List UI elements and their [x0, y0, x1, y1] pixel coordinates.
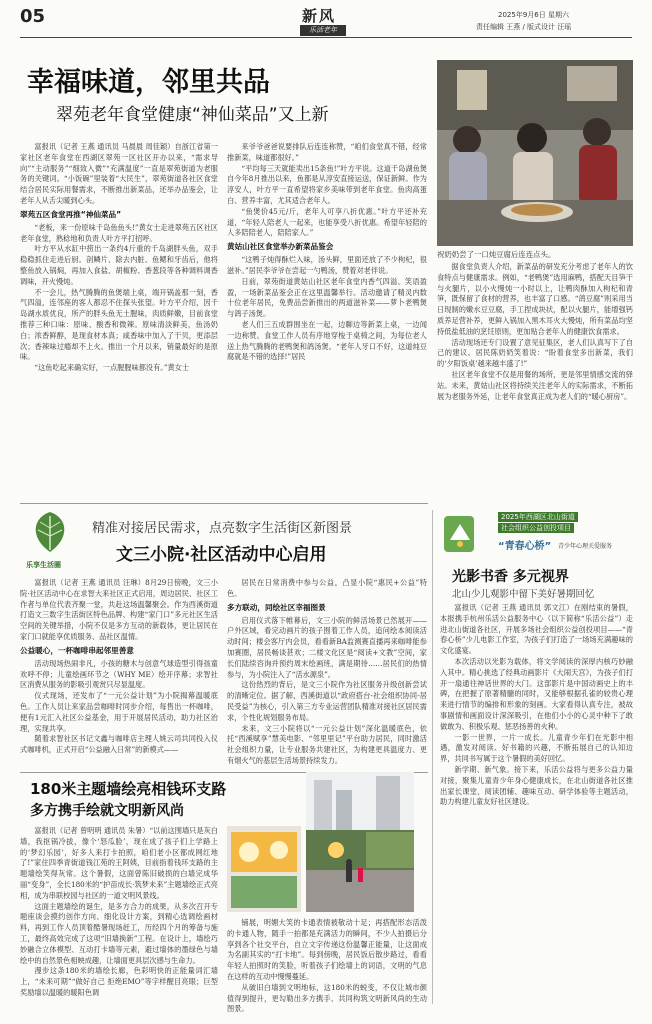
article4-col1-p1: 富报讯（记者 曾明明 通讯员 朱暑）“以前这围墙只是灰白墙，我抠锅冷拔，像个‘怒瓜脸’，现在成了孩子们上学路上的‘梦幻乐园’，好多人来打卡拍照，咱们老小区都成网红地了!”家住四季青街道钱江苑的王阿姨，目前指着钱环支路的主题墙绘笑得灰常。这个暑假，这面曾陈旧破损的白墙完成华丽“变身”，全长180米的“护苗成长·筑梦未来”主题墙绘正式亮相，成为串联校园与社区的一道文明风景线。 [20, 826, 218, 900]
article1-col2-p1: 来爷爷爸爸说要排队后连连称赞，“咱们食堂真不错，经常推新菜，味道都很好。” [227, 142, 427, 162]
article2-col2-p1: 居民在日常消费中参与公益，凸显小院“惠民+公益”特色。 [227, 578, 427, 598]
article2-col1-p1: 富报讯（记者 王燕 通讯员 汪琳）8月29日傍晚，文三小院·社区活动中心在求智大来社区正式启用，周边居民、社区工作者与单位代表齐聚一堂，共赴这场温馨聚会。作为西溪街道打造文三数字生活街区特色品牌、构建“家门口”多元社区生活空间的关键举措，小院不仅是多方互动的新载体，更让居民在家门口就能享优质服务、品社区温情。 [20, 578, 218, 641]
article1-lead: 富报讯（记者 王燕 通讯员 马晨晨 周佳颖）自浙江省第一家社区老年食堂在西湖区翠苑一区社区开办以来，“需求导向”“主动服务”“细致入微”“充满温度”一直是翠苑街道为老服务的关键词。“小饭碗”里装着“大民生”，翠苑街道各社区食堂结合居民实际用餐需求，不断推出新菜品，还举办品鉴会，让老年人从舌尖暖到心头。 [20, 142, 218, 205]
section-subtitle: 乐活老年 [300, 25, 346, 36]
header-date: 2025年9月6日 星期六 [498, 11, 569, 19]
article1-col2-p2: “平均每三天就能卖出15条鱼!”叶方平说。这道千岛湖鱼煲自今年8月推出以来，鱼都是从淳安直接运送，保证新鲜。作为淳安人，叶方平一直希望将家乡美味带到老年食堂。鱼肉高蛋白、营养丰富，尤其适合老年人。 [227, 163, 427, 205]
article1-col2-p4: “这鸭子炖得酥烂入味，汤头鲜，里面还放了不少枸杞，很滋补。”居民李爷爷在尝起一勺鸭汤，赞着对老伴说。 [227, 255, 427, 275]
article4-col1-p2: 这面主题墙绘的诞生，是多方合力的成果。从多次召开专题座谈会摸约创作方向、细化设计方案，到精心选调绘画材料，再到工作人员顶着酷暑现场赶工，历经四个月的筹备与施工，最终高效完成了这项“旧墙换新”工程。在设计上，墙绘巧妙融合立体模型、互动打卡墙等元素，避过墙体的墨绿色与墙绘中的自然景色相映成趣，让墙面更具层次感与生命力。 [20, 901, 218, 965]
article2-col2-p3: 这份热烈的背后，是文三小院作为社区服务升级创新尝试的清晰定位。据了解，西溪街道以“政府搭台-社会组织协同-居民受益”为核心，引入第三方专业运营团队精准对接社区居民需求，个性化规划服务布局。 [227, 680, 427, 722]
article4-subhead: 多方携手绘就文明新风尚 [30, 803, 184, 819]
article1-col1 [20, 142, 218, 498]
section-divider [20, 503, 428, 504]
badge-line2: 社会组织公益创投项目 [498, 523, 574, 533]
article2-col1-subheading: 公益暖心，一杯咖啡串起邻里善意 [20, 645, 134, 655]
photo-caption: 祝奶奶尝了一口炖豆腐后连连点头。 [437, 250, 556, 259]
article1-col1-p2: “老板，来一份原味千岛鱼鱼头!”黄女士走进翠苑五区社区老年食堂，熟稔地和负责人叶方平打招呼。 [20, 222, 218, 243]
article1-col3 [437, 262, 633, 498]
article4-col1-p3: 漫步这条180米的墙绘长廊，色彩明快的正能量词汇墙上，“未来可期”“做好自己 拒绝EMO”等字样醒目亮眼；巨型奖励墙以温暖的暖阳色调 [20, 966, 218, 997]
article1-col1-subheading: 翠苑五区食堂再推“神仙菜品” [20, 209, 122, 219]
page-number: 05 [20, 6, 46, 27]
vertical-divider [432, 510, 433, 1004]
article1-col2-p5: 日前，翠苑街道黄姑山社区老年食堂内香气四溢、笑语盈盈，一场新菜品鉴会正在这里温馨举行。活动邀请了精灵内数十位老年居民，免费品尝新推出的两道滋补菜——萝卜老鸭煲与鸽子汤煲。 [227, 276, 427, 319]
article2-col1-p2: 活动现场热闹非凡，小孩的糖木与创意气球造型引得孩童欢呼不停；儿童绘画环节之（WHY ME）绘开序幕；求智社区消费从服务的影吸引观赏只尽显温度。 [20, 658, 218, 690]
article3-subhead: 北山少儿观影中留下美好暑期回忆 [452, 589, 595, 600]
article1-col3-p2: 活动现场还专门设置了意见征集区，老人们认真写下了自己的建议。居民陈奶奶笑着说：“盼着食堂多出新菜，我们的‘夕阳饭桌’越来越丰盛了!” [437, 337, 633, 369]
article4-col2-p2: 从破旧白墙到文明地标，这180米的蜕变，不仅让城市颜值得到提升，更勾勒出多方携手、共同构筑文明新风尚的生动图景。 [227, 982, 427, 1014]
leaf-logo [22, 508, 78, 558]
article4-col1 [20, 826, 218, 1016]
canteen-photo [437, 60, 633, 246]
article3-headline: 光影书香 多元视界 [452, 569, 569, 585]
article2-label: 乐享生活圈 [26, 560, 61, 569]
article1-col2-p6: 老人们三五成群围坐在一起，边聊边等新菜上桌，一边闻一边称赞。食堂工作人员有序地穿梭于桌椅之间，为每位老人送上热气腾腾的老鸭煲和鸽汤煲。“老年人牙口不好，这道炖豆腐就是不错的选择!”居民 [227, 319, 427, 362]
header-rule [20, 37, 632, 38]
article3-p3: 一影一世界，一片一成长。儿童青少年们在光影中相遇，激发对阅读、好书籍的兴趣，不断拓展自己的认知边界，共同书写属于这个暑假的美好回忆。 [440, 732, 633, 764]
article2-col2-subheading: 多方联动，同绘社区幸福图景 [227, 602, 326, 612]
article1-col1-p5: “这鱼吃起来确实好，一点腥腥味都没有。”黄女士 [34, 363, 190, 373]
article1-col1-p3: 叶方平从水缸中捞出一条约4斤重的千岛湖胖头鱼，双手稳稳抓住走进后厨。剖鳞片、除去内脏、鱼鳃和牙齿后，他将整鱼放入锅焖，再加入食盐、胡椒粉、香葱段等各种调料调香调味，开火慢炖。 [20, 244, 218, 286]
article3-body [440, 603, 633, 1013]
article1-col1-p4: 不一会儿，热气腾腾的鱼煲端上桌，端开锅盖那一刻，香气四溢，连邻座的客人都忍不住探头张望。叶方平介绍，因千岛湖水质优良，所产的胖头鱼无土腥味，肉质鲜嫩，目前食堂推荐三种口味：原味、酸香和微辣。原味清淡鲜美，鱼汤奶白；浓香鲜醇，是现食材本真；咸香味中加入了干贝，更添层次；香辣味过瘾却不上火。推出一个月以来，销量最好的是原味。 [20, 287, 218, 362]
badge-brand: “青春心桥” [498, 541, 552, 552]
article2-col1-p4: 随着求智社区书记文鑫与咖啡店主理人姚云司共同投入仪式咖啡机，正式开启“公益融入日常”的新模式—— [20, 734, 218, 755]
article2-kicker: 精准对接居民需求，点亮数字生活街区新图景 [92, 521, 353, 536]
article2-col2 [227, 578, 427, 768]
article1-col3-p3: 社区老年食堂不仅是用餐的场所，更是邻里情感交流的驿站。未来，黄姑山社区将持续关注老年人的实际需求，不断拓展为老服务外延，让老年食堂真正成为老人们的“暖心厨房”。 [437, 369, 633, 401]
article1-headline: 幸福味道，邻里共品 [27, 67, 270, 98]
article3-p4: 新学期、新气象。接下来，乐活公益将与更多公益力量对接，聚集儿童青少年身心健康成长，在北山街道各社区推出家长课堂、阅读团辅、趣味互动、研学体验等主题活动，助力构建儿童友好社区建设。 [440, 764, 633, 807]
article4-col2 [227, 918, 427, 1016]
project-badge [440, 510, 633, 558]
article4-col2-p1: 铺展，明媚大笑的卡通表情被敬动十足；再搭配形态活泼的卡通人物，随手一拍都是充满活力的瞬间，不少人拍摄后分享到各个社交平台，自立文字传递这份温馨正能量，让这面成为名副其实的“打卡地”。每到傍晚，居民饭后散步路过，看看年轻人拍照时的笑脸，听着孩子们绘墙上的词语，文明的气息在这样的互动中慢慢蔓延。 [227, 918, 427, 981]
badge-brand-sub: 青少年心理关爱服务 [558, 543, 613, 550]
section-title: 新风 [302, 7, 337, 25]
article1-col2-p3: “鱼煲价45元/斤，老年人可享八折优惠。”叶方平还补充道，“年轻人陪老人一起来，也能享受八折优惠。希望年轻陪的人多陪陪老人，陪陪家人。” [227, 206, 427, 238]
article2-col2-p4: 未来，文三小院将以“一元公益计划”深化温暖底色，依托“西溪赋享”慧美电影、“邻里里记”平台助力居民，同时激活社会组织力量，让专业服务共建社区，为构建更具温度力、更有烟火气的基层生活场景持续发力。 [227, 723, 427, 765]
article1-col2-subheading: 黄姑山社区食堂举办新菜品鉴会 [227, 242, 334, 252]
mural-wall-photo [306, 772, 414, 912]
article1-col2 [227, 142, 427, 498]
article4-headline: 180米主题墙绘亮相钱环支路 [30, 780, 227, 798]
article2-col1 [20, 578, 218, 768]
article1-col3-p1: 据食堂负责人介绍，新菜品的研发充分考虑了老年人的饮食特点与健康需求。例如，“老鸭煲”选用麻鸭，搭配天目笋干与火腿片，以小火慢炖一小时以上，让鸭肉酥加入枸杞和青笋，既保留了食材的营养，也丰富了口感。“鸽豆腐”则采用当日现制的嫩水豆豆腐，手工捏成块状，配以火腿片，能增强钙质养足营补养，更鲜入锅加入黑木耳火大慢炖，所有菜品均坚持低盐低油的烹饪原则，更加贴合老年人的健康饮食需求。 [437, 262, 633, 336]
badge-line1: 2025年西湖区北山街道 [498, 512, 578, 522]
mural-detail-photo [227, 826, 301, 912]
article2-headline: 文三小院·社区活动中心启用 [116, 545, 327, 565]
article2-col1-p3: 仪式现场，还发布了“一元公益计划”为小院揭幕温暖底色。工作人员让来家品尝咖啡时同步介绍，每售出一杯咖啡，便有1元汇入社区公益基金，用于开展居民活动，助力社区治理，实现共享。 [20, 691, 218, 733]
article2-col2-p2: 启用仪式落下帷幕后，文三小院的鲜活场景已然展开——户外区域，看完动画片的孩子围着工作人员，追问绘本阅读活动时间；楼会客厅内会员，看看新BA监测赛直播再来咖啡能参加赛圈，居民畅谈甚欢；二楼文化区是“阅读+文教”空间，家长们陆续咨询并预约周末绘画班，满是期待……居民们的热情参与，为小院注入了“活水源泉”。 [227, 615, 427, 679]
article1-subhead: 翠苑老年食堂健康“神仙菜品”又上新 [56, 105, 329, 125]
header-editors: 责任编辑 王燕 / 版式设计 汪瑶 [476, 23, 572, 31]
article3-p1: 富报讯（记者 王燕 通讯员 郭文江）在刚结束的暑假，本报携手杭州乐活公益服务中心（以下简称“乐活公益”）走进北山街道各社区，开展多场社会组织公益创投项目——“青春心桥”少儿电影工作室，为孩子们打造了一场场充满趣味的文化盛宴。 [440, 603, 633, 656]
article3-p2: 本次活动以光影为载体，将文学阅读的深厚内核巧妙融入其中。精心挑选了经典动画影片《大闹天宫》，为孩子们打开一扇通往神话世界的大门。这部影片是中国动画史上的丰碑，在把握了原著精髓的同时，又能够根据孔雀的较贵心理来进行情节的编排和形象的刻画。大家看得认真专注，被故事剧情和画面设计深深吸引，在他们小小的心灵中种下了敢做敢为、积极乐观、惩恶扬善的火种。 [440, 656, 633, 731]
